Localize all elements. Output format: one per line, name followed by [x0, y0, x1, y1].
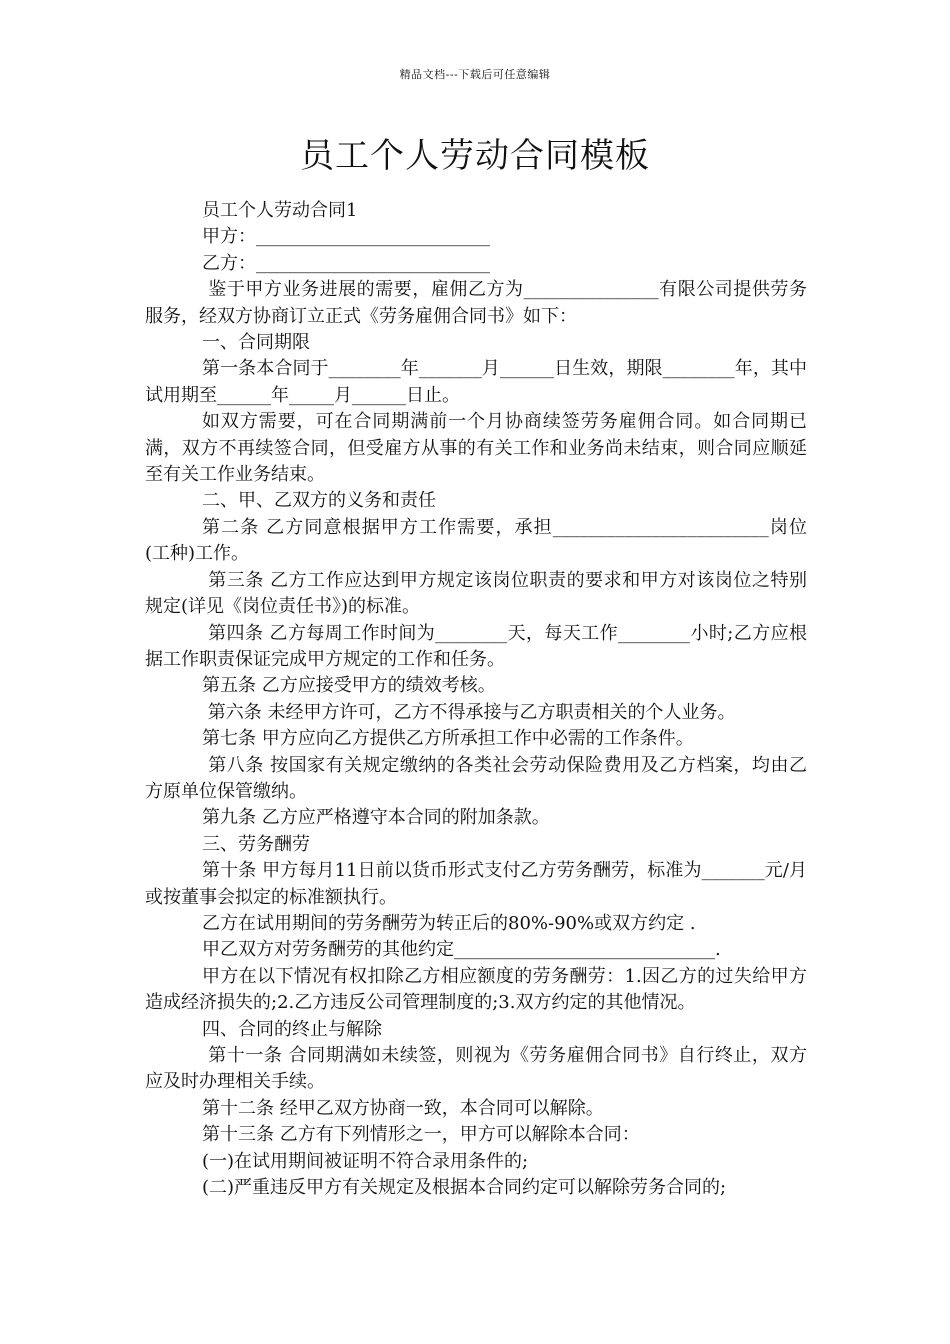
paragraph-probation-pay: 乙方在试用期间的劳务酬劳为转正后的80%-90%或双方约定 . [202, 912, 696, 934]
paragraph-article-9: 第九条 乙方应严格遵守本合同的附加条款。 [202, 807, 550, 829]
paragraph-pay-deductions: 甲方在以下情况有权扣除乙方相应额度的劳务酬劳：1.因乙方的过失给甲方造成经济损失的;2.乙方违反公司管理制度的;3.双方约定的其他情况。 [145, 965, 807, 1014]
page-header: 精品文档---下载后可任意编辑 [399, 68, 551, 81]
paragraph-article-11: 第十一条 合同期满如未续签，则视为《劳务雇佣合同书》自行终止，双方应及时办理相关手续。 [145, 1045, 807, 1093]
paragraph-clause-1: (一)在试用期间被证明不符合录用条件的; [202, 1150, 529, 1172]
paragraph-article-4: 第四条 乙方每周工作时间为________天，每天工作________小时;乙方应根据工作职责保证完成甲方规定的工作和任务。 [145, 622, 807, 670]
paragraph-party-b: 乙方：__________________________ [202, 252, 490, 274]
paragraph-article-7: 第七条 甲方应向乙方提供乙方所承担工作中必需的工作条件。 [202, 728, 694, 750]
section-heading-1: 一、合同期限 [202, 332, 310, 354]
document-title: 员工个人劳动合同模板 [300, 136, 650, 176]
paragraph-article-3: 第三条 乙方工作应达到甲方规定该岗位职责的要求和甲方对该岗位之特别规定(详见《岗位责任书》)的标准。 [145, 569, 807, 618]
paragraph-contract-number: 员工个人劳动合同1 [202, 200, 358, 221]
paragraph-article-1: 第一条本合同于________年_______月______日生效，期限________年，其中试用期至______年_____月______日止。 [145, 358, 807, 406]
paragraph-article-6: 第六条 未经甲方许可，乙方不得承接与乙方职责相关的个人业务。 [202, 701, 736, 723]
paragraph-article-10: 第十条 甲方每月11日前以货币形式支付乙方劳务酬劳，标准为_______元/月或按董事会拟定的标准额执行。 [145, 860, 807, 908]
section-heading-3: 三、劳务酬劳 [202, 833, 310, 855]
paragraph-article-2: 第二条 乙方同意根据甲方工作需要，承担________________________岗位(工种)工作。 [145, 516, 807, 565]
section-heading-4: 四、合同的终止与解除 [202, 1018, 382, 1040]
paragraph-renewal: 如双方需要，可在合同期满前一个月协商续签劳务雇佣合同。如合同期已满，双方不再续签合同，但受雇方从事的有关工作和业务尚未结束，则合同应顺延至有关工作业务结束。 [145, 411, 807, 486]
paragraph-article-8: 第八条 按国家有关规定缴纳的各类社会劳动保险费用及乙方档案，均由乙方原单位保管缴纳。 [145, 754, 807, 802]
paragraph-party-a: 甲方：__________________________ [202, 226, 490, 248]
paragraph-article-13: 第十三条 乙方有下列情形之一，甲方可以解除本合同： [202, 1124, 640, 1146]
paragraph-clause-2: (二)严重违反甲方有关规定及根据本合同约定可以解除劳务合同的; [202, 1177, 727, 1199]
paragraph-article-5: 第五条 乙方应接受甲方的绩效考核。 [202, 675, 496, 697]
paragraph-preamble: 鉴于甲方业务进展的需要，雇佣乙方为_______________有限公司提供劳务服务，经双方协商订立正式《劳务雇佣合同书》如下： [145, 279, 807, 327]
paragraph-article-12: 第十二条 经甲乙双方协商一致，本合同可以解除。 [202, 1097, 604, 1119]
document-body [145, 198, 807, 1201]
section-heading-2: 二、甲、乙双方的义务和责任 [202, 490, 436, 512]
paragraph-other-pay-terms: 甲乙双方对劳务酬劳的其他约定_____________________________. [202, 939, 721, 961]
